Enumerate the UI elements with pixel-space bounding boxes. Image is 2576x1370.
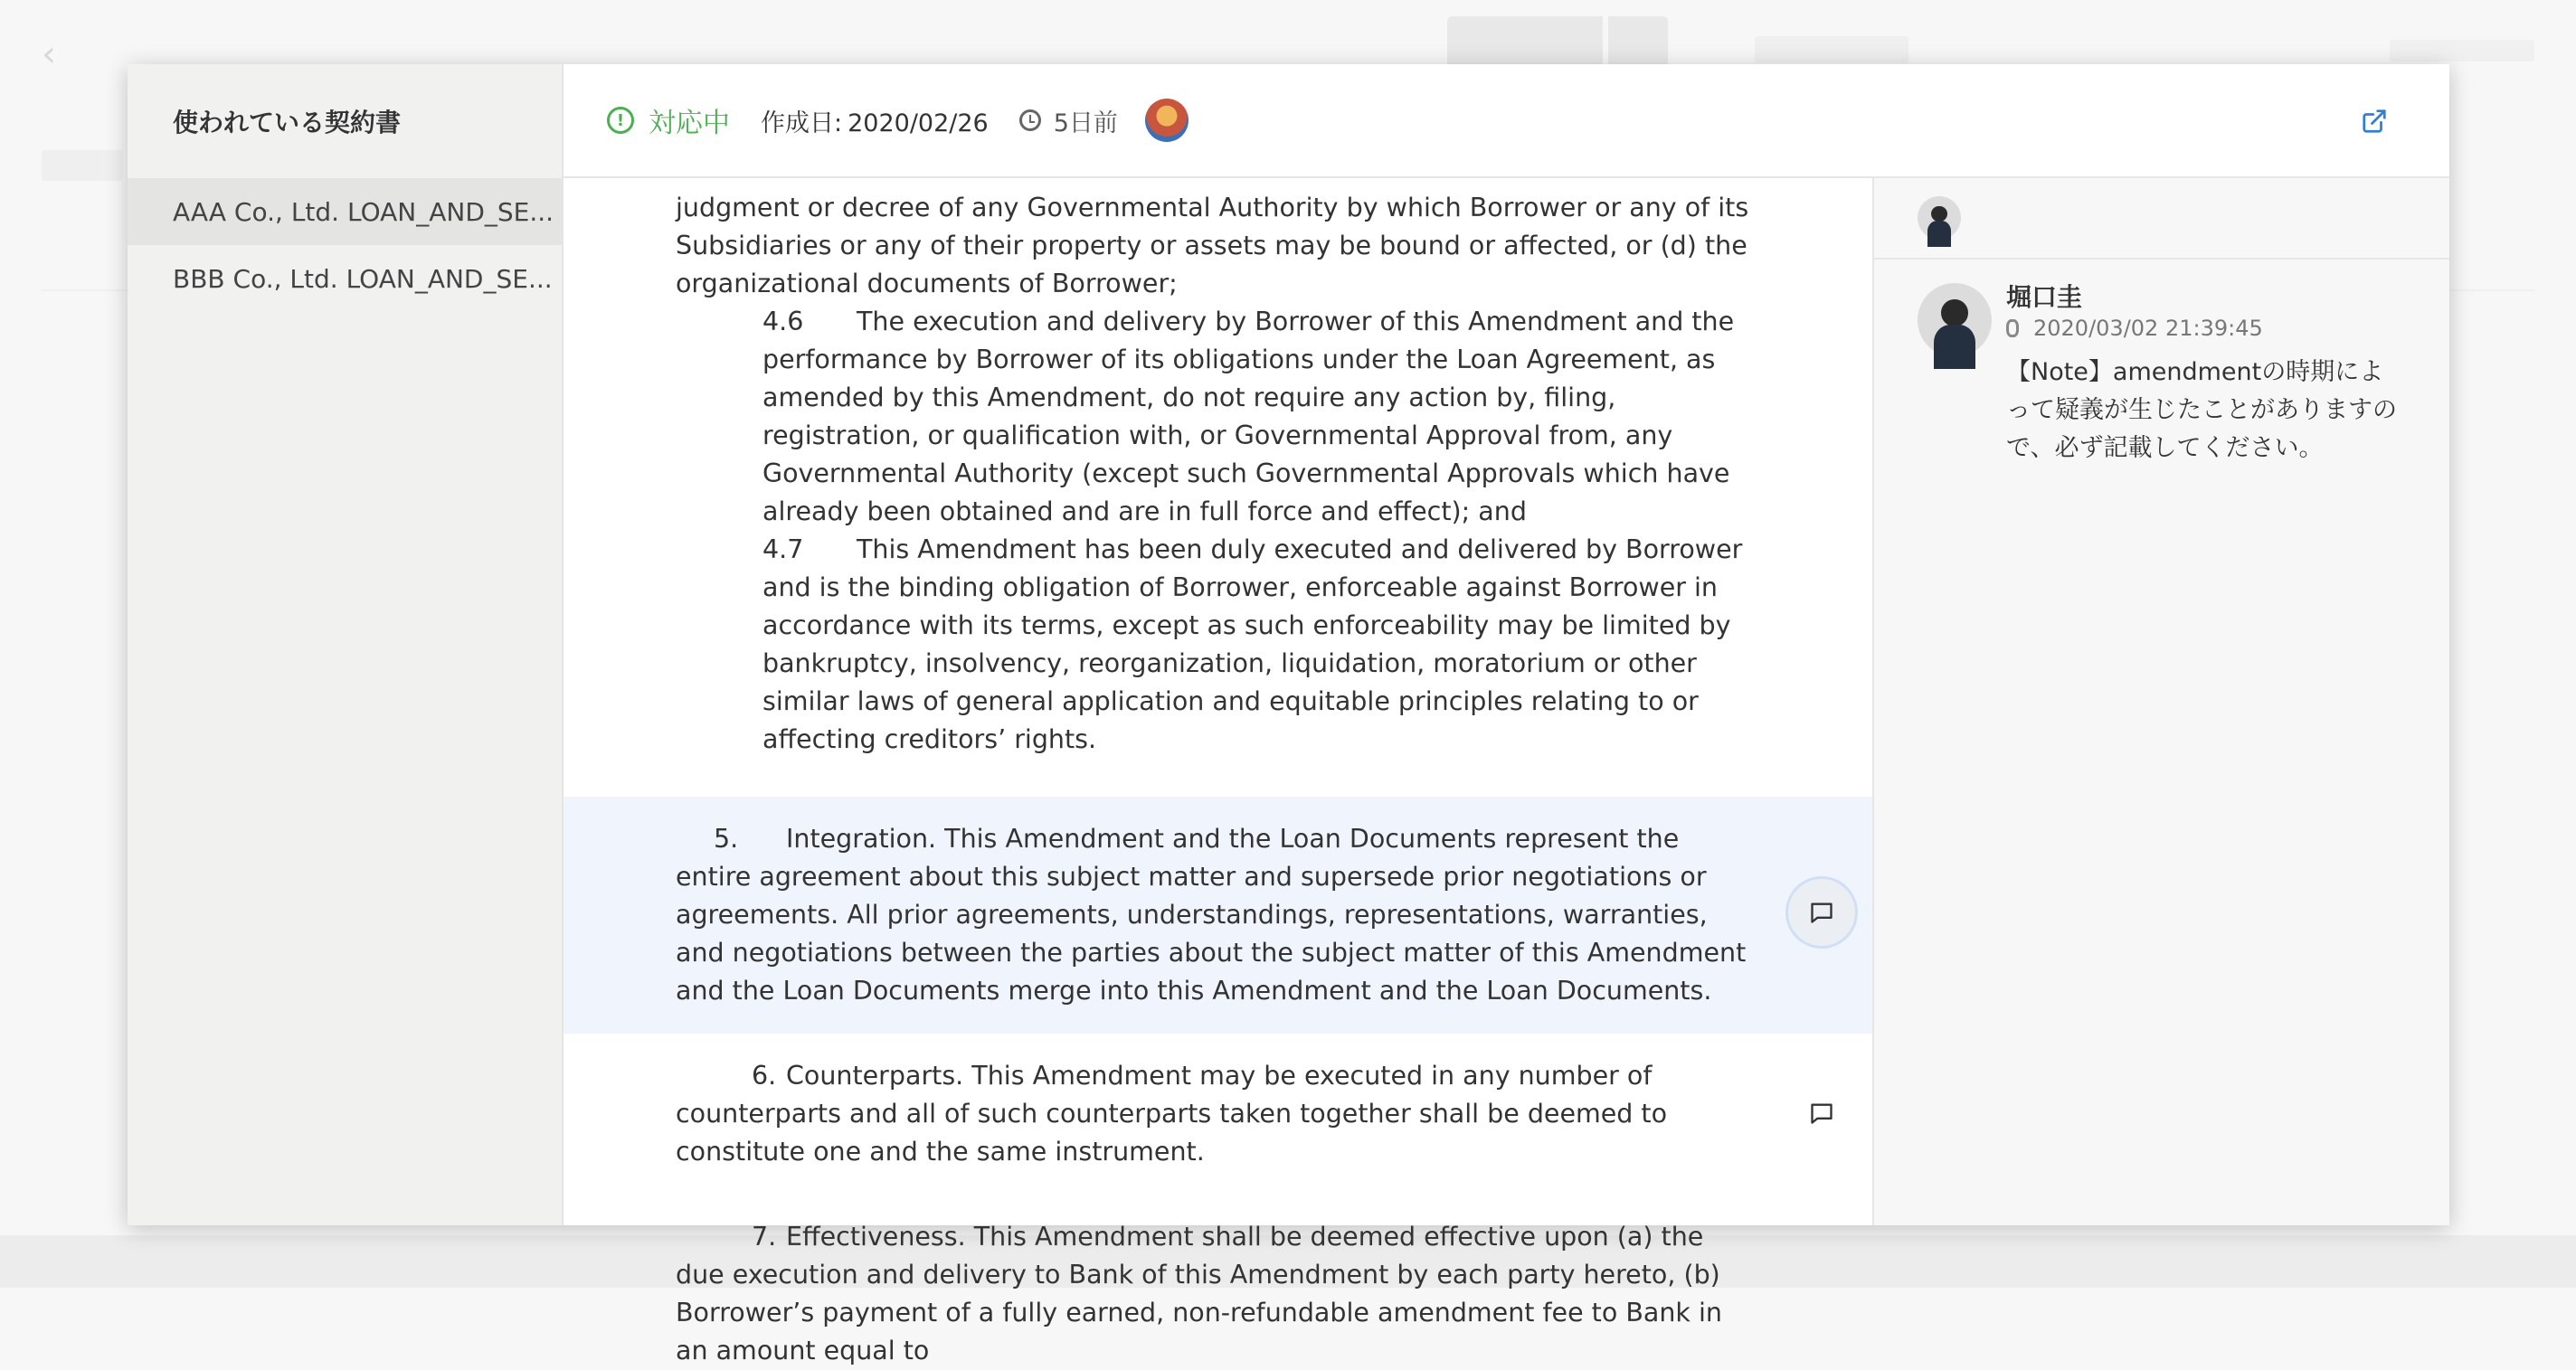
clause-number: 7.	[752, 1222, 777, 1252]
clause-number: 5.	[714, 824, 739, 854]
watch-icon	[2006, 319, 2019, 337]
clause-6	[676, 1057, 1760, 1171]
sidebar-title: 使われている契約書	[173, 108, 402, 137]
main-panel	[564, 64, 2449, 1365]
comment-timestamp-value: 2020/03/02 21:39:45	[2033, 316, 2263, 341]
comment-author: 堀口圭	[2006, 282, 2083, 312]
clause-number: 4.6	[762, 307, 804, 336]
background-missing-items	[1755, 36, 1908, 63]
created-date	[761, 103, 989, 138]
content-area	[564, 178, 2449, 1365]
clause-5	[676, 820, 1760, 1010]
clause-text: This Amendment has been duly executed and delivered by Borrower and is the binding obligation of Borrower, enforceable against Borrower in accordance with its terms, except as such enforceability may be limited by bankruptcy, insolvency, reorganization, liquidation, moratorium or other similar laws of general application and equitable principles relating to or affecting creditors’ rights.	[762, 534, 1743, 754]
sidebar-item-aaa[interactable]	[128, 178, 562, 245]
comment-bubble-icon	[1809, 1101, 1834, 1125]
sidebar-item-label: AAA Co., Ltd. LOAN_AND_SE...	[173, 196, 554, 227]
clause-text: judgment or decree of any Governmental Authority by which Borrower or any of its Subsidiaries or any of their property or assets may be bound or affected, or (d) the organizational documents of Borrower;	[676, 193, 1749, 298]
sidebar-item-bbb[interactable]	[128, 245, 562, 312]
comment-text: 【Note】amendmentの時期によって疑義が生じたことがありますので、必ず記載してください。	[2006, 358, 2397, 462]
comment-body	[2006, 283, 2404, 468]
comment-button[interactable]	[1785, 1077, 1858, 1149]
comments-panel	[1874, 178, 2449, 1225]
status-badge	[607, 100, 730, 140]
clause-7	[676, 1218, 1760, 1370]
comment-timestamp	[2006, 316, 2404, 341]
relative-time-label: 5日前	[1053, 109, 1118, 137]
clause-number: 4.7	[762, 534, 804, 564]
clause-text: The execution and delivery by Borrower of this Amendment and the performance by Borrower of its obligations under the Loan Agreement, as amended by this Amendment, do not require any action by, filing, registration, or qualification with, or Governmental Approval from, any Governmental Authority (except such Governmental Approvals which have already been obtained and are in full force and effect); and	[762, 307, 1735, 526]
clause-block[interactable]	[564, 189, 1872, 779]
back-arrow-icon: ‹	[42, 33, 56, 75]
clause-block-7[interactable]	[564, 1195, 1872, 1370]
avatar[interactable]	[1145, 99, 1189, 142]
sidebar-item-label: BBB Co., Ltd. LOAN_AND_SE...	[173, 263, 553, 294]
background-title	[42, 150, 123, 181]
external-link-icon[interactable]	[2361, 108, 2388, 135]
avatar[interactable]	[1918, 196, 1961, 240]
created-label: 作成日:	[761, 109, 843, 137]
comments-header	[1874, 178, 2449, 260]
avatar	[1918, 283, 1992, 357]
modal-header	[564, 64, 2449, 178]
clause-4-7	[676, 531, 1760, 759]
clause-4-6	[676, 303, 1760, 531]
clause-block-6[interactable]	[564, 1034, 1872, 1195]
comment-bubble-icon	[1809, 901, 1834, 924]
document-view	[564, 178, 1874, 1365]
clock-icon	[1019, 109, 1041, 131]
contract-sidebar	[128, 64, 564, 1225]
clause-text: Integration. This Amendment and the Loan Documents represent the entire agreement about this subject matter and supersede prior negotiations or agreements. All prior agreements, understandings, representations, warranties, and negotiations between the parties about the subject matter of this Amendment and the Loan Documents merge into this Amendment and the Loan Documents.	[676, 824, 1747, 1006]
alert-circle-icon: !	[607, 107, 634, 134]
relative-time	[1019, 103, 1118, 138]
clause-text: Counterparts. This Amendment may be executed in any number of counterparts and all of such counterparts taken together shall be deemed to constitute one and the same instrument.	[676, 1061, 1668, 1167]
created-value: 2020/02/26	[848, 109, 989, 137]
document-scroll	[564, 189, 1872, 1370]
comment-button[interactable]	[1785, 876, 1858, 949]
clause-number: 6.	[752, 1061, 777, 1091]
contract-modal	[128, 64, 2449, 1365]
status-label: 対応中	[649, 108, 730, 139]
comment-item	[1874, 260, 2449, 468]
clause-text: Effectiveness. This Amendment shall be deemed effective upon (a) the due execution and delivery to Bank of this Amendment by each party hereto, (b) Borrower’s payment of a fully earned, non-refundable amendment fee to Bank in an amount equal to	[676, 1222, 1722, 1365]
background-link	[2390, 40, 2534, 61]
clause-block-5[interactable]	[564, 797, 1872, 1034]
